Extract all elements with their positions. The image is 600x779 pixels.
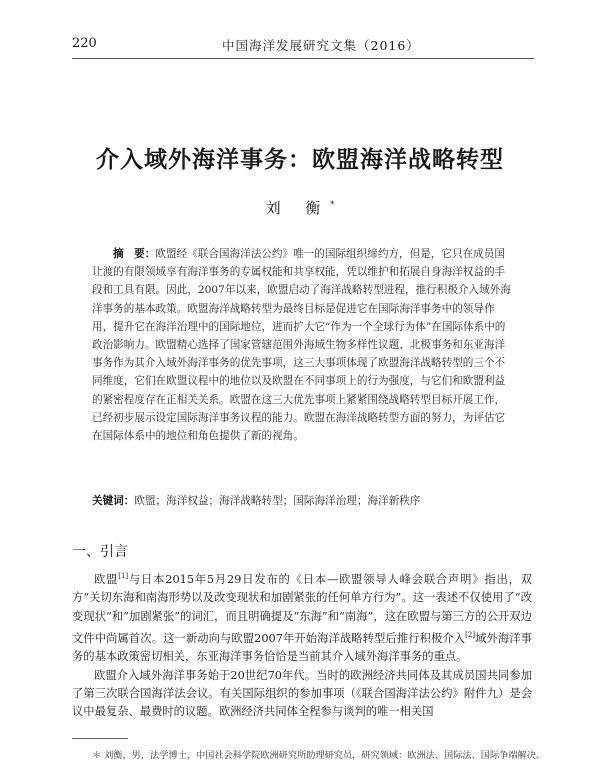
reference-mark[interactable]: [2]	[465, 630, 476, 639]
running-header	[72, 36, 534, 58]
page-number: 220	[72, 36, 97, 51]
author-line	[0, 197, 600, 218]
paragraph-text: 域外海洋事务的基本政策密切相关，东亚海洋事务恰恰是当前其介入域外海洋事务的重点。	[72, 631, 532, 664]
journal-title: 中国海洋发展研究文集（2016）	[222, 38, 420, 53]
author-name: 刘 衡	[265, 199, 331, 217]
reference-mark[interactable]: [1]	[118, 572, 129, 580]
header-rule	[72, 58, 534, 59]
paragraph-text: 欧盟	[94, 572, 119, 586]
author-note-mark: *	[330, 200, 335, 209]
abstract	[92, 245, 514, 445]
paragraph: 欧盟介入域外海洋事务始于20世纪70年代。当时的欧洲经济共同体及其成员国共同参加了第三次联合国海洋法会议。有关国际组织的参加事项（《联合国海洋法公约》附件九）是会议中最复杂、最费时的议题。欧洲经济共同体全程参与谈判的唯一相关国	[72, 668, 532, 719]
body-text	[72, 567, 532, 722]
footnote-rule	[72, 738, 128, 739]
paragraph-text: 与日本2015年5月29日发布的《日本—欧盟领导人峰会联合声明》指出，双方“关切东海和南海形势以及改变现状和加剧紧张的任何单方行为”。这一表述不仅使用了“改变现状”和“加剧紧张”的词汇，而且明确提及“东海”和“南海”，这在欧盟与第三方的公开双边文件中尚属首次。这一新动向与欧盟2007年开始海洋战略转型后推行积极介入	[72, 572, 532, 645]
abstract-text: 欧盟经《联合国海洋法公约》唯一的国际组织缔约方，但是，它只在成员国让渡的有限领域享有海洋事务的专属权能和共享权能，凭以维护和拓展自身海洋权益的手段和工具有限。因此，2007年以来，欧盟启动了海洋战略转型进程，推行积极介入域外海洋事务的基本政策。欧盟海洋战略转型为最终目标是促进它在国际海洋事务中的领导作用，提升它在海洋治理中的国际地位，进而扩大它“作为一个全球行为体”在国际体系中的政治影响力。欧盟精心选择了国家管辖范围外海域生物多样性议题、北极事务和东亚海洋事务作为其介入域外海洋事务的优先事项，这三大事项体现了欧盟海洋战略转型的三个不同维度，它们在欧盟议程中的地位以及欧盟在不同事项上的行为强度，与它们和欧盟利益的紧密程度存在正相关关系。欧盟在这三大优先事项上紧紧围绕战略转型目标开展工作，已经初步展示设定国际海洋事务议程的能力。欧盟在海洋战略转型方面的努力，为评估它在国际体系中的地位和角色提供了新的视角。	[92, 248, 511, 443]
keywords-text: 欧盟；海洋权益；海洋战略转型；国际海洋治理；海洋新秩序	[134, 495, 421, 507]
section-heading: 一、引言	[72, 544, 128, 560]
paragraph	[72, 567, 532, 667]
keywords-label: 关键词：	[92, 495, 135, 507]
keywords	[92, 492, 514, 510]
abstract-label: 摘 要：	[113, 248, 156, 260]
article-title: 介入域外海洋事务：欧盟海洋战略转型	[96, 147, 504, 173]
footnote: ＊ 刘衡，男，法学博士，中国社会科学院欧洲研究所助理研究员，研究领域：欧洲法、国际法、国际争端解决。	[92, 750, 546, 761]
